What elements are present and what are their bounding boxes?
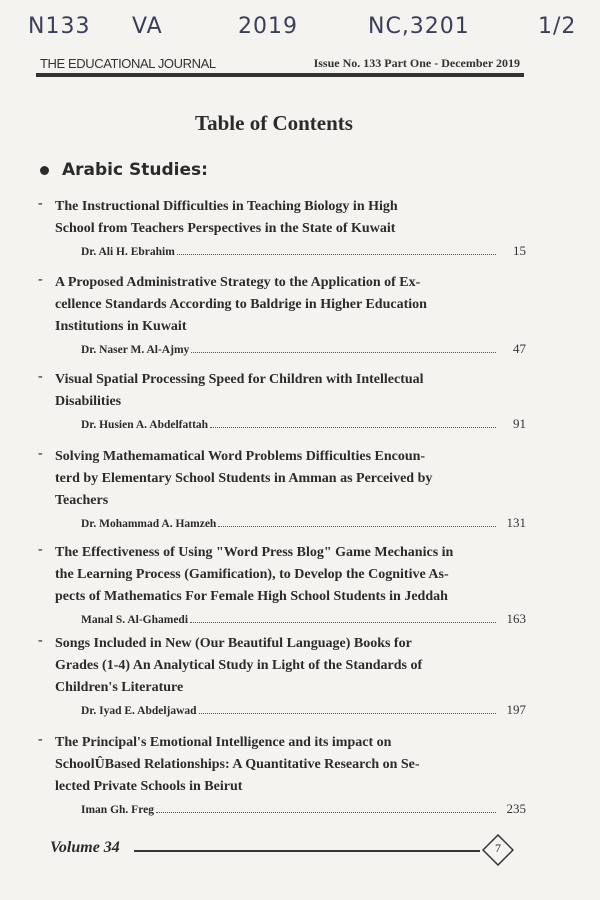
entry-title: The Effectiveness of Using "Word Press Blog" Game Mechanics in the Learning Process (Gamification), to Develop the Cognitive As- pects of Mathematics For Female High School Students in Jeddah (55, 545, 454, 604)
dot-leader (199, 712, 496, 714)
author-row (81, 416, 526, 432)
section-heading (40, 160, 208, 180)
section-title: Arabic Studies: (62, 160, 208, 180)
footer-rule (134, 850, 480, 852)
entry-author: Dr. Mohammad A. Hamzeh (81, 518, 217, 530)
author-row (81, 801, 526, 817)
dot-leader (210, 426, 496, 428)
entry-author: Dr. Ali H. Ebrahim (81, 246, 175, 258)
dash-icon: - (38, 732, 43, 747)
handwritten-note: 1/2 (538, 14, 577, 39)
entry-author: Manal S. Al-Ghamedi (81, 614, 189, 626)
dash-icon: - (38, 369, 43, 384)
entry-author: Iman Gh. Freg (81, 804, 154, 816)
issue-info: Issue No. 133 Part One - December 2019 (313, 56, 520, 70)
entry-page: 197 (506, 702, 526, 717)
handwritten-note: NC,3201 (368, 14, 470, 39)
dash-icon: - (38, 196, 43, 211)
entry-author: Dr. Naser M. Al-Ajmy (81, 344, 190, 356)
dot-leader (218, 525, 496, 527)
volume-label: Volume 34 (50, 839, 120, 856)
page-number: 7 (495, 841, 501, 855)
toc-entry[interactable] (38, 272, 526, 357)
page-header (40, 56, 520, 71)
page-footer (50, 834, 520, 864)
entry-title: The Principal's Emotional Intelligence and its impact on SchoolÛBased Relationships: A Quantitative Research on Se- lected Private Schools in Beirut (55, 735, 420, 794)
author-row (81, 702, 526, 718)
entry-page: 163 (506, 611, 526, 626)
handwritten-note: 2019 (238, 14, 298, 39)
dash-icon: - (38, 542, 43, 557)
handwritten-note: VA (132, 14, 163, 39)
dash-icon: - (38, 272, 43, 287)
entry-page: 91 (513, 416, 526, 431)
entry-page: 47 (513, 341, 526, 356)
header-rule (36, 73, 524, 77)
handwritten-annotations (0, 8, 600, 46)
dash-icon: - (38, 633, 43, 648)
bullet-icon (40, 166, 49, 175)
author-row (81, 515, 526, 531)
handwritten-note: N‎133 (28, 14, 91, 39)
toc-entry[interactable] (38, 196, 526, 259)
dot-leader (156, 811, 496, 813)
dash-icon: - (38, 446, 43, 461)
toc-entry[interactable] (38, 446, 526, 531)
dot-leader (191, 351, 496, 353)
entry-page: 15 (513, 243, 526, 258)
entry-page: 131 (506, 515, 526, 530)
toc-entry[interactable] (38, 542, 526, 627)
entry-title: The Instructional Difficulties in Teaching Biology in High School from Teachers Perspectives in the State of Kuwait (55, 199, 398, 236)
toc-entry[interactable] (38, 732, 526, 817)
author-row (81, 341, 526, 357)
author-row (81, 243, 526, 259)
page-title: Table of Contents (195, 111, 353, 135)
dot-leader (177, 253, 496, 255)
entry-title: A Proposed Administrative Strategy to the Application of Ex- cellence Standards According to Baldrige in Higher Education Institutions in Kuwait (55, 275, 427, 334)
entry-author: Dr. Husien A. Abdelfattah (81, 419, 209, 431)
author-row (81, 611, 526, 627)
entry-title: Visual Spatial Processing Speed for Children with Intellectual Disabilities (55, 372, 424, 409)
dot-leader (190, 621, 496, 623)
toc-entry[interactable] (38, 369, 526, 432)
entry-page: 235 (506, 801, 526, 816)
journal-name: THE EDUCATIONAL JOURNAL (40, 56, 216, 71)
entry-title: Solving Mathemamatical Word Problems Difficulties Encoun- terd by Elementary School Students in Amman as Perceived by Teachers (55, 449, 433, 508)
entry-title: Songs Included in New (Our Beautiful Language) Books for Grades (1-4) An Analytical Study in Light of the Standards of Children's Literature (55, 636, 423, 695)
entry-author: Dr. Iyad E. Abdeljawad (81, 705, 197, 717)
toc-entry[interactable] (38, 633, 526, 718)
